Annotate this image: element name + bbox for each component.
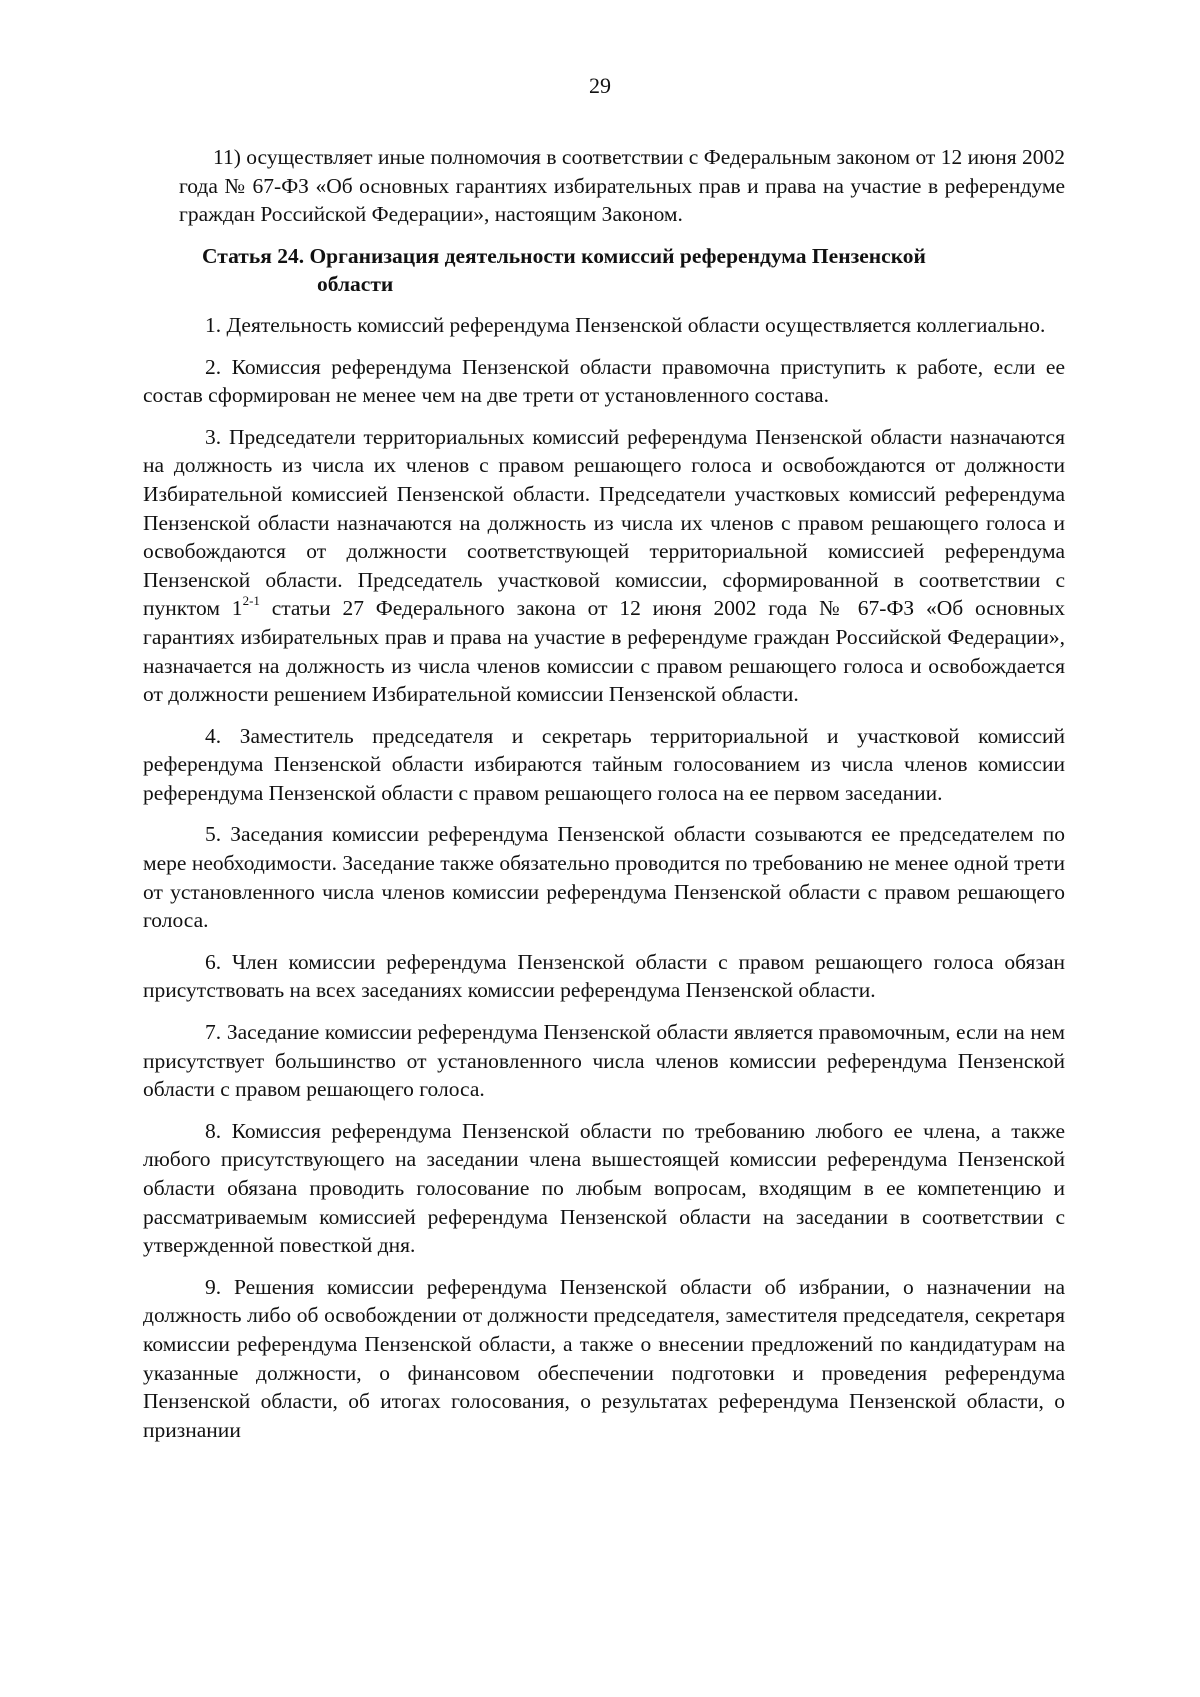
paragraph-7: 7. Заседание комиссии референдума Пензенской области является правомочным, если на нем присутствует большинство от установленного числа членов комиссии референдума Пензенской области с правом решающего голоса. xyxy=(143,1020,1065,1102)
paragraph-6: 6. Член комиссии референдума Пензенской области с правом решающего голоса обязан присутствовать на всех заседаниях комиссии референдума Пензенской области. xyxy=(143,949,1065,1003)
paragraph-4: 4. Заместитель председателя и секретарь территориальной и участковой комиссий референдума Пензенской области избираются тайным голосованием из числа членов комиссии референдума Пензенской области с правом решающего голоса на ее первом заседании. xyxy=(143,723,1065,805)
paragraph-5: 5. Заседания комиссии референдума Пензенской области созываются ее председателем по мере необходимости. Заседание также обязательно проводится по требованию не менее одной трети от установленного числа членов комиссии референдума Пензенской области с правом решающего голоса. xyxy=(143,822,1065,933)
paragraph-8: 8. Комиссия референдума Пензенской области по требованию любого ее члена, а также любого присутствующего на заседании члена вышестоящей комиссии референдума Пензенской области обязана проводить голосование по любым вопросам, входящим в ее компетенцию и рассматриваемым комиссией референдума Пензенской области на заседании в соответствии с утвержденной повесткой дня. xyxy=(143,1118,1065,1258)
paragraph-3 xyxy=(143,423,1065,709)
paragraph-1: 1. Деятельность комиссий референдума Пензенской области осуществляется коллегиально. xyxy=(205,312,1046,337)
article-title-line2: области xyxy=(317,272,394,297)
paragraph-2: 2. Комиссия референдума Пензенской области правомочна приступить к работе, если ее состав сформирован не менее чем на две трети от установленного состава. xyxy=(143,354,1065,408)
article-heading xyxy=(202,242,1065,299)
intro-paragraph: 11) осуществляет иные полномочия в соответствии с Федеральным законом от 12 июня 2002 года № 67-ФЗ «Об основных гарантиях избирательных прав и права на участие в референдуме граждан Российской Федерации», настоящим Законом. xyxy=(179,145,1065,227)
article-title-line1: Статья 24. Организация деятельности комиссий референдума Пензенской xyxy=(202,243,926,268)
page-number: 29 xyxy=(589,73,611,98)
paragraph-3-superscript: 2-1 xyxy=(242,593,260,609)
paragraph-9: 9. Решения комиссии референдума Пензенской области об избрании, о назначении на должность либо об освобождении от должности председателя, заместителя председателя, секретаря комиссии референдума Пензенской области, а также о внесении предложений по кандидатурам на указанные должности, о финансовом обеспечении подготовки и проведения референдума Пензенской области, об итогах голосования, о результатах референдума Пензенской области, о признании xyxy=(143,1274,1065,1442)
document-body xyxy=(143,143,1065,1457)
paragraph-3-text-end: статьи 27 Федерального закона от 12 июня 2002 года № 67-ФЗ «Об основных гарантиях избирательных прав и права на участие в референдуме граждан Российской Федерации», назначается на должность из числа членов комиссии с правом решающего голоса и освобождается от должности решением Избирательной комиссии Пензенской области. xyxy=(143,596,1065,707)
paragraph-3-text-start: 3. Председатели территориальных комиссий референдума Пензенской области назначаются на должность из числа их членов с правом решающего голоса и освобождаются от должности Избирательной комиссией Пензенской области. Председатели участковых комиссий референдума Пензенской области назначаются на должность из числа их членов с правом решающего голоса и освобождаются от должности соответствующей территориальной комиссией референдума Пензенской области. Председатель участковой комиссии, сформированной в соответствии с пунктом 1 xyxy=(143,424,1065,621)
